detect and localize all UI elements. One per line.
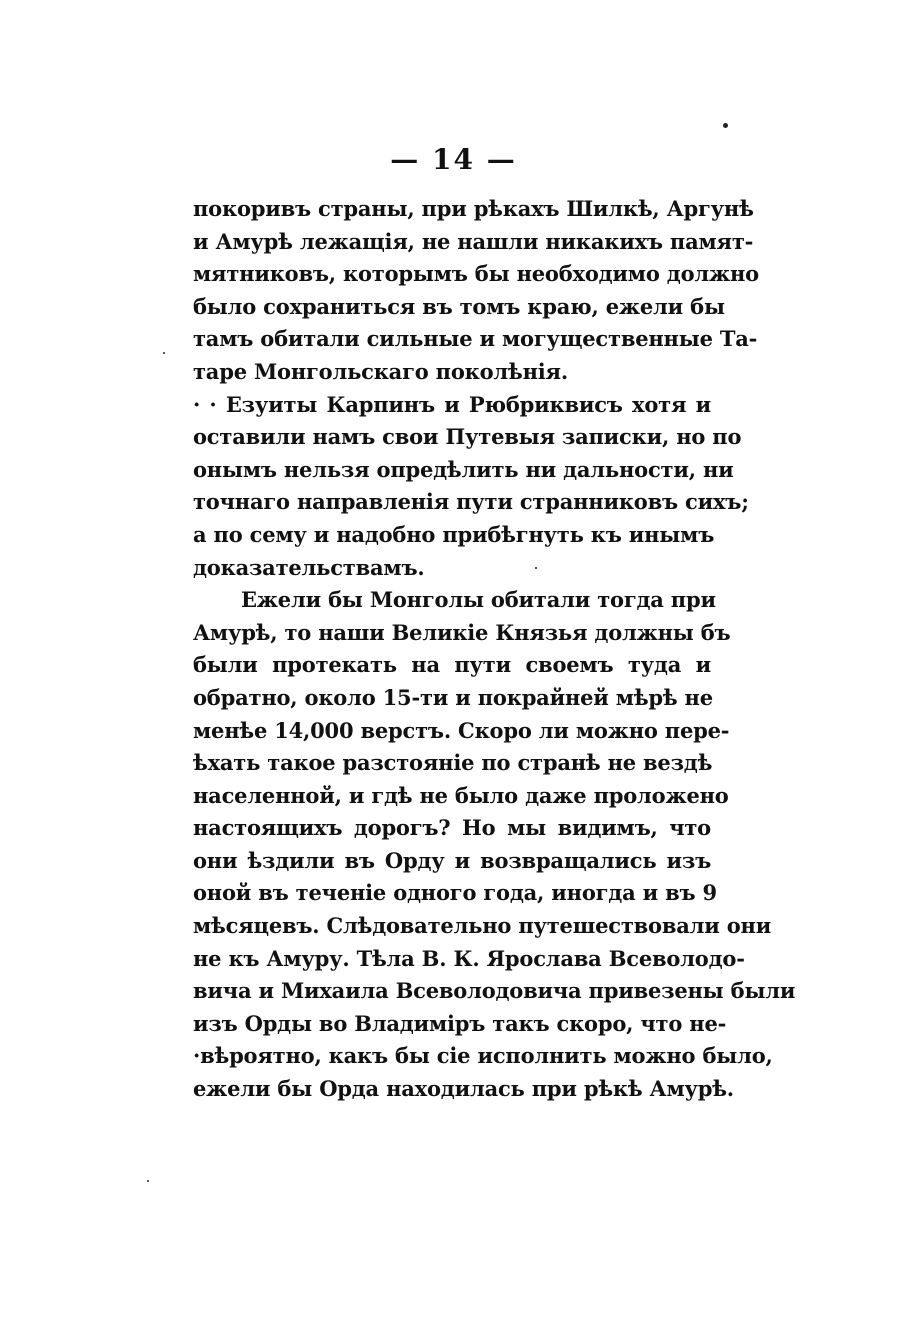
text-line: и Амурѣ лежащія, не нашли никакихъ памят- [193, 228, 754, 254]
text-line: не къ Амуру. Тѣла В. К. Ярослава Всеволодо- [193, 945, 745, 971]
text-line: а по сему и надобно прибѣгнуть къ инымъ [193, 521, 715, 547]
text-line: менѣе 14,000 верстъ. Скоро ли можно пере- [193, 717, 730, 743]
text-line: тамъ обитали сильные и могущественные Та- [193, 326, 758, 352]
text-line: мятниковъ, которымъ бы необходимо должно [193, 261, 759, 287]
text-line: точнаго направленія пути странниковъ сихъ; [193, 489, 749, 515]
page-number: — 14 — [390, 143, 517, 176]
text-line: Амурѣ, то наши Великіе Князья должны бъ [193, 619, 731, 645]
text-line: оставили намъ свои Путевыя записки, но по [193, 424, 742, 450]
text-line: ·вѣроятно, какъ бы сіе исполнить можно было, [193, 1043, 773, 1069]
text-line: онымъ нельзя опредѣлить ни дальности, ни [193, 456, 734, 482]
text-line: Ежели бы Монголы обитали тогда при [241, 587, 716, 613]
text-line: обратно, около 15-ти и покрайней мѣрѣ не [193, 684, 713, 710]
text-line: мѣсяцевъ. Слѣдовательно путешествовали они [193, 913, 772, 939]
text-line: доказательствамъ. [193, 554, 425, 580]
text-line: ѣхать такое разстояніе по странѣ не вездѣ [193, 750, 713, 776]
text-line: было сохраниться въ томъ краю, ежели бы [193, 293, 725, 319]
scan-speck [723, 123, 728, 128]
text-line: изъ Орды во Владиміръ такъ скоро, что не- [193, 1010, 727, 1036]
text-line: были протекать на пути своемъ туда и [193, 652, 711, 678]
text-line: ежели бы Орда находилась при рѣкѣ Амурѣ. [193, 1076, 734, 1102]
text-line: оной въ теченіе одного года, иногда и въ 9 [193, 880, 717, 906]
text-line: · · Езуиты Карпинъ и Рюбриквисъ хотя и [193, 391, 711, 417]
text-line: таре Монгольскаго поколѣнія. [193, 358, 568, 384]
text-line: покоривъ страны, при рѣкахъ Шилкѣ, Аргунѣ [193, 196, 754, 221]
scan-speck [535, 567, 537, 569]
scan-speck [147, 1180, 149, 1182]
body-text [193, 193, 796, 1106]
text-line: населенной, и гдѣ не было даже проложено [193, 782, 729, 808]
scan-speck [163, 352, 165, 354]
text-line: вича и Михаила Всеволодовича привезены были [193, 978, 796, 1004]
text-line: они ѣздили въ Орду и возвращались изъ [193, 847, 711, 873]
text-line: настоящихъ дорогъ? Но мы видимъ, что [193, 815, 711, 841]
